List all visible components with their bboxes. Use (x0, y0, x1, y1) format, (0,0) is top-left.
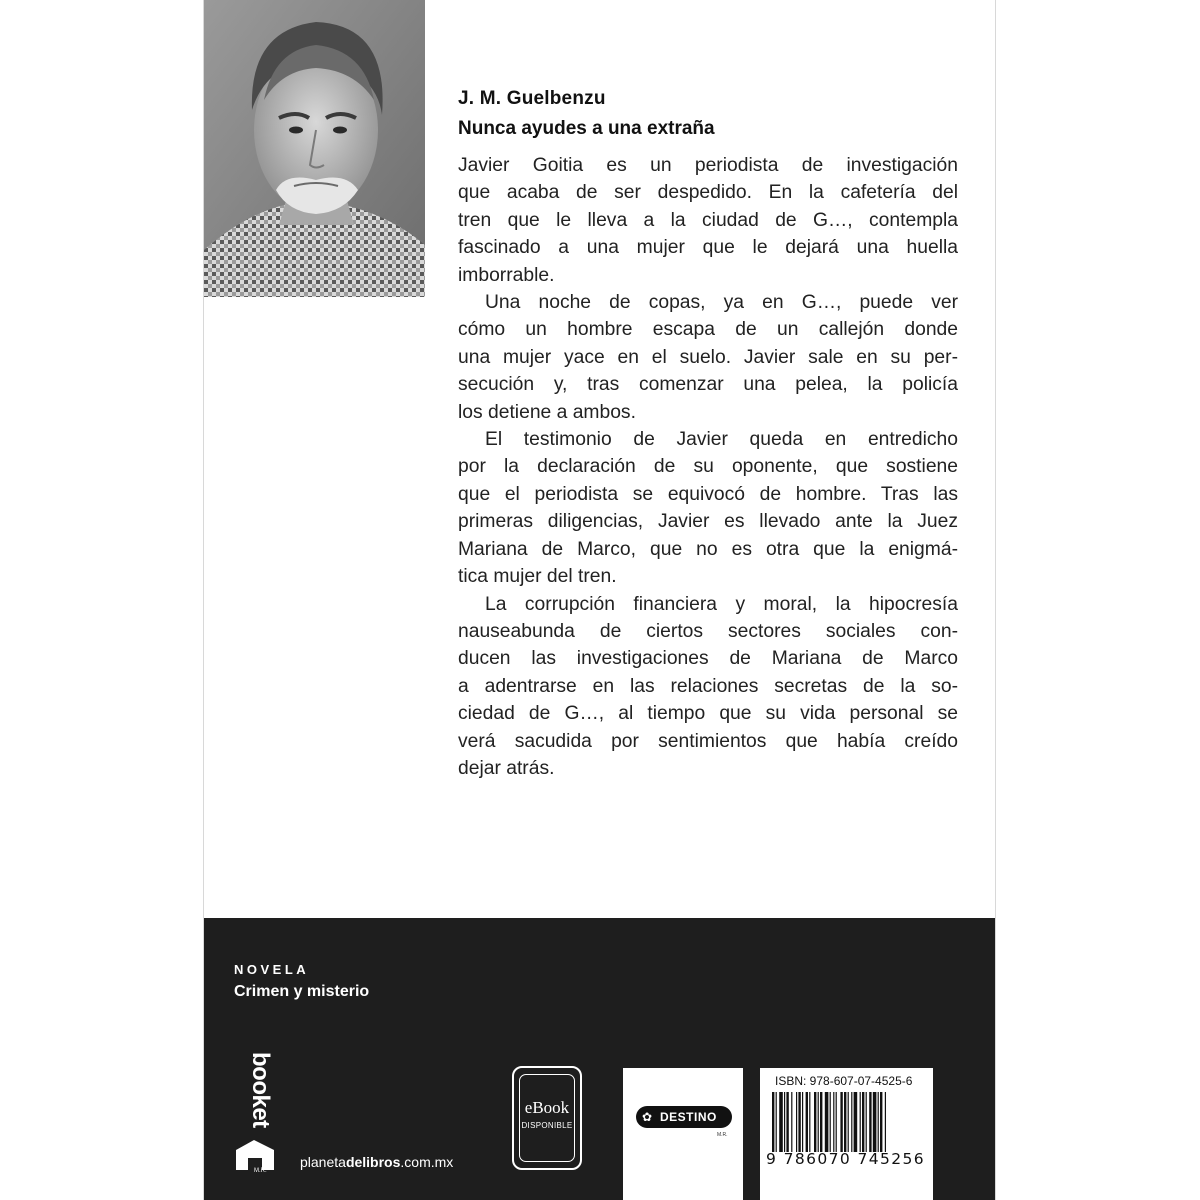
synopsis-line: nauseabunda de ciertos sectores sociales con- (458, 620, 958, 642)
cover-footer (204, 918, 995, 1200)
website-bold: delibros (345, 1154, 401, 1170)
synopsis-line: tren que le lleva a la ciudad de G…, contempla (458, 209, 958, 231)
barcode-number: 9 786070 745256 (766, 1150, 926, 1168)
ebook-label: eBook (524, 1098, 570, 1117)
synopsis-line: que acaba de ser despedido. En la cafetería del (458, 182, 958, 204)
subgenre-label: Crimen y misterio (234, 983, 370, 1000)
synopsis-line: una mujer yace en el suelo. Javier sale en su per- (458, 346, 958, 368)
destino-logo (636, 1106, 732, 1128)
author-photo (204, 0, 425, 297)
isbn-label: ISBN: 978-607-07-4525-6 (775, 1074, 913, 1088)
synopsis-line: los detiene a ambos. (458, 401, 636, 423)
booket-logo-text: booket (247, 1052, 274, 1128)
ebook-badge-frame (519, 1074, 575, 1162)
book-title: Nunca ayudes a una extraña (458, 118, 715, 139)
synopsis-line: Mariana de Marco, que no es otra que la enigmá- (458, 538, 958, 560)
destino-trademark: M.R. (717, 1132, 728, 1138)
synopsis-line: cómo un hombre escapa de un callejón donde (458, 319, 958, 341)
ebook-badge (512, 1066, 582, 1170)
synopsis-line: por la declaración de su oponente, que sostiene (458, 456, 958, 478)
synopsis-line: ducen las investigaciones de Mariana de Marco (458, 648, 958, 670)
synopsis-line: fascinado a una mujer que le dejará una huella (458, 237, 958, 259)
destino-name: DESTINO (660, 1110, 717, 1124)
author-name: J. M. Guelbenzu (458, 88, 606, 109)
synopsis-line: imborrable. (458, 264, 555, 286)
website-suffix: .com.mx (400, 1154, 454, 1170)
synopsis-line: La corrupción financiera y moral, la hipocresía (485, 593, 958, 615)
synopsis-line: dejar atrás. (458, 757, 555, 779)
booket-logo (230, 1052, 280, 1176)
booket-house-icon (234, 1140, 276, 1170)
barcode-icon (772, 1092, 922, 1152)
website-link[interactable] (300, 1154, 453, 1170)
synopsis-line: a adentrarse en las relaciones secretas de la so- (458, 675, 958, 697)
website-prefix: planeta (300, 1154, 346, 1170)
synopsis-line: verá sacudida por sentimientos que había creído (458, 730, 958, 752)
barcode-box (760, 1068, 933, 1200)
booket-wordmark (230, 1052, 280, 1140)
ebook-sublabel: DISPONIBLE (521, 1121, 573, 1130)
author-portrait-image (204, 0, 425, 297)
synopsis-line: El testimonio de Javier queda en entredicho (485, 429, 958, 451)
synopsis-text (458, 152, 958, 782)
booket-trademark: M.R. (254, 1168, 267, 1174)
synopsis-line: ciedad de G…, al tiempo que su vida personal se (458, 703, 958, 725)
synopsis-line: tica mujer del tren. (458, 566, 617, 588)
synopsis-line: primeras diligencias, Javier es llevado ante la Juez (458, 511, 958, 533)
synopsis-line: secución y, tras comenzar una pelea, la policía (458, 374, 958, 396)
synopsis-line: que el periodista se equivocó de hombre. Tras las (458, 483, 958, 505)
synopsis-line: Javier Goitia es un periodista de investigación (458, 155, 958, 176)
imprint-logo-box (623, 1068, 743, 1200)
book-back-cover (203, 0, 996, 1200)
destino-emblem-icon: ✿ (642, 1110, 653, 1124)
synopsis-line: Una noche de copas, ya en G…, puede ver (485, 292, 958, 314)
genre-label: NOVELA (234, 962, 310, 977)
